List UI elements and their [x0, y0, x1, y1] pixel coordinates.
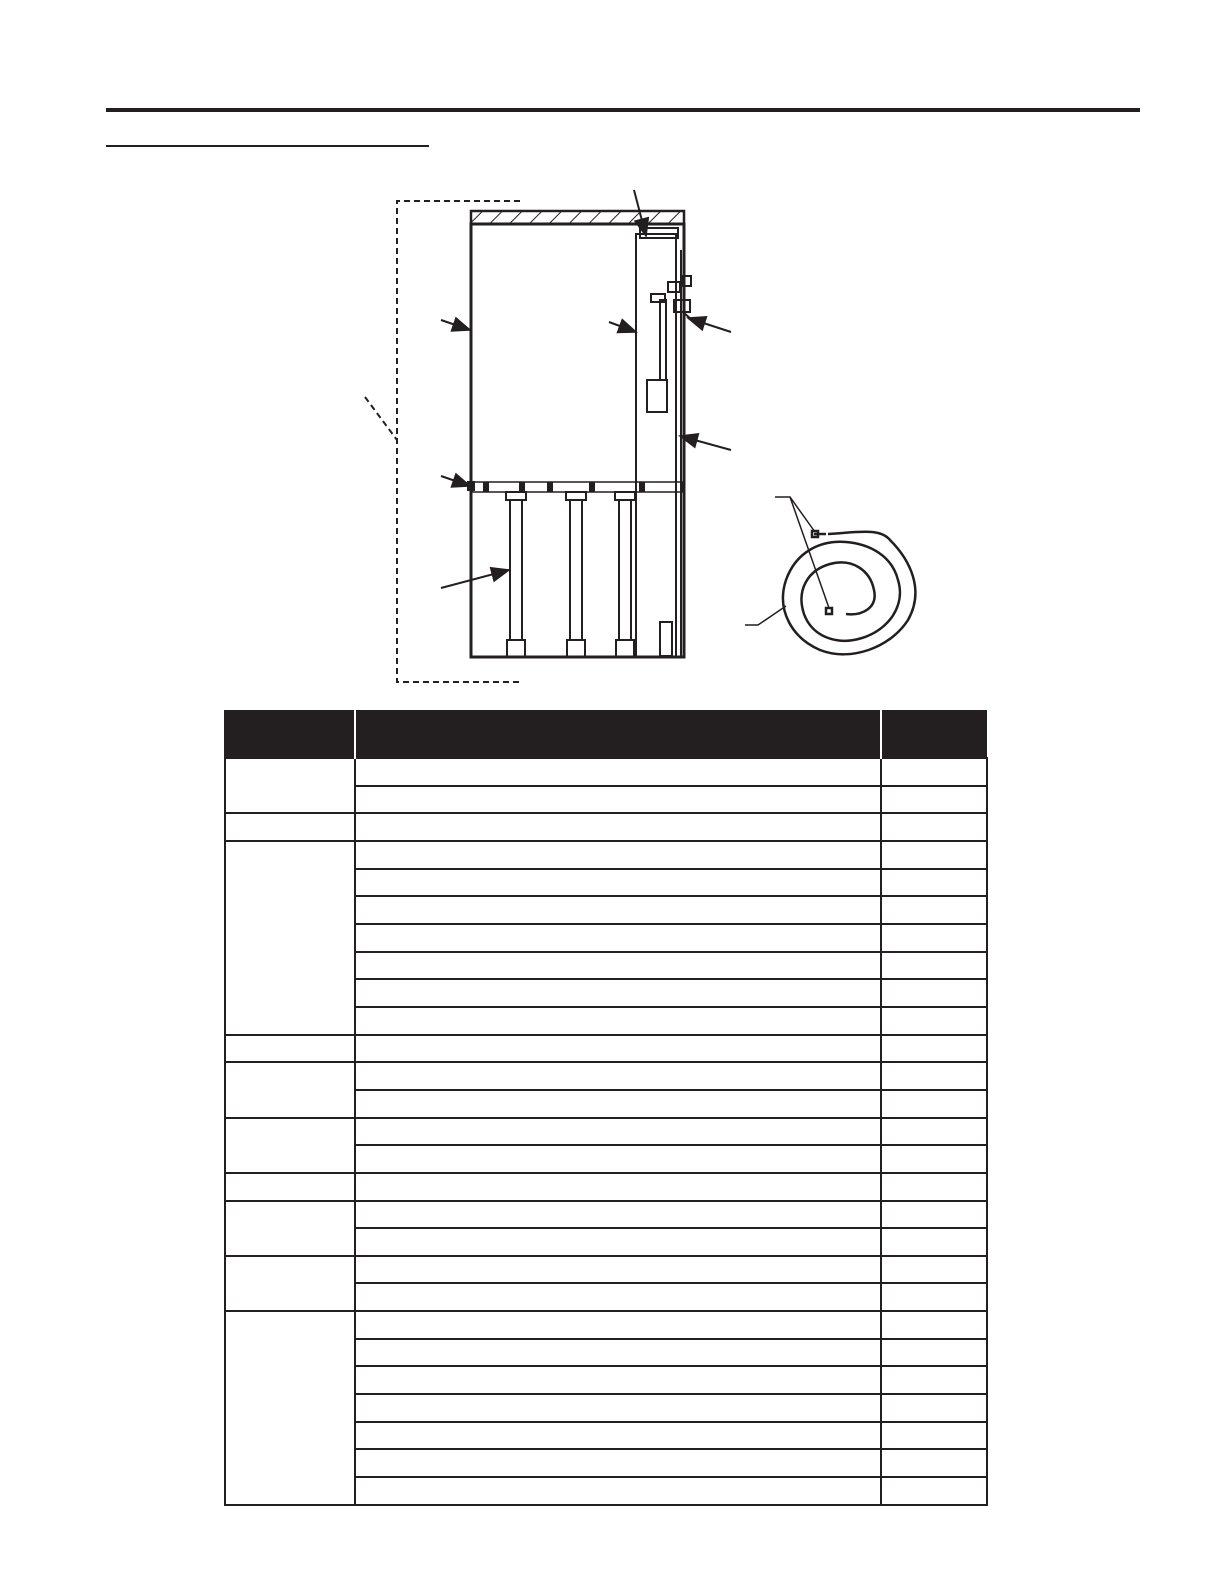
item-number-cell: [225, 758, 355, 813]
valve-body: [660, 300, 666, 380]
cabinet-top-hatched: [471, 211, 684, 224]
description-cell: [355, 1283, 881, 1311]
item-number-cell: [225, 813, 355, 841]
header-qty: [881, 710, 987, 758]
quantity-cell: [881, 1090, 987, 1118]
description-cell: [355, 1062, 881, 1090]
bottom-fitting: [660, 622, 672, 656]
quantity-cell: [881, 841, 987, 869]
description-cell: [355, 1173, 881, 1201]
description-cell: [355, 1090, 881, 1118]
table-row: [225, 1201, 987, 1229]
item-number-cell: [225, 1173, 355, 1201]
quantity-cell: [881, 869, 987, 897]
table-row: [225, 1256, 987, 1284]
description-cell: [355, 813, 881, 841]
description-cell: [355, 924, 881, 952]
quantity-cell: [881, 1035, 987, 1063]
quantity-cell: [881, 1145, 987, 1173]
table-row: [225, 813, 987, 841]
table-row: [225, 1062, 987, 1090]
description-cell: [355, 1145, 881, 1173]
description-cell: [355, 841, 881, 869]
quantity-cell: [881, 758, 987, 786]
table-header-row: [225, 710, 987, 758]
quantity-cell: [881, 896, 987, 924]
description-cell: [355, 1311, 881, 1339]
item-number-cell: [225, 1256, 355, 1311]
coiled-tubing: [783, 531, 915, 654]
quantity-cell: [881, 1201, 987, 1229]
description-cell: [355, 869, 881, 897]
cabinet-body: [471, 224, 684, 657]
quantity-cell: [881, 813, 987, 841]
quantity-cell: [881, 1422, 987, 1450]
description-cell: [355, 1394, 881, 1422]
header-description: [355, 710, 881, 758]
description-cell: [355, 1007, 881, 1035]
cabinet-diagram: [0, 0, 1224, 700]
quantity-cell: [881, 979, 987, 1007]
table-row: [225, 841, 987, 869]
dashed-enclosure-outline: [397, 201, 522, 682]
quantity-cell: [881, 924, 987, 952]
description-cell: [355, 758, 881, 786]
table-row: [225, 1173, 987, 1201]
description-cell: [355, 1228, 881, 1256]
solenoid-box: [647, 380, 667, 412]
description-cell: [355, 786, 881, 814]
quantity-cell: [881, 1311, 987, 1339]
parts-list-table: [224, 710, 988, 1506]
description-cell: [355, 1422, 881, 1450]
quantity-cell: [881, 1118, 987, 1146]
item-number-cell: [225, 1035, 355, 1063]
header-item: [225, 710, 355, 758]
quantity-cell: [881, 1394, 987, 1422]
description-cell: [355, 1477, 881, 1505]
right-compartment: [636, 234, 676, 657]
item-number-cell: [225, 1201, 355, 1256]
quantity-cell: [881, 1062, 987, 1090]
table-row: [225, 758, 987, 786]
description-cell: [355, 979, 881, 1007]
quantity-cell: [881, 1339, 987, 1367]
description-cell: [355, 1256, 881, 1284]
quantity-cell: [881, 1256, 987, 1284]
quantity-cell: [881, 1007, 987, 1035]
support-columns: [506, 492, 635, 657]
quantity-cell: [881, 1366, 987, 1394]
item-number-cell: [225, 1311, 355, 1505]
quantity-cell: [881, 786, 987, 814]
description-cell: [355, 1201, 881, 1229]
description-cell: [355, 1366, 881, 1394]
description-cell: [355, 1449, 881, 1477]
table-row: [225, 1118, 987, 1146]
quantity-cell: [881, 952, 987, 980]
item-number-cell: [225, 1118, 355, 1173]
dashed-leader: [365, 397, 397, 440]
item-number-cell: [225, 841, 355, 1035]
quantity-cell: [881, 1449, 987, 1477]
item-number-cell: [225, 1062, 355, 1117]
quantity-cell: [881, 1228, 987, 1256]
description-cell: [355, 1035, 881, 1063]
description-cell: [355, 1339, 881, 1367]
table-row: [225, 1035, 987, 1063]
quantity-cell: [881, 1283, 987, 1311]
table-row: [225, 1311, 987, 1339]
description-cell: [355, 896, 881, 924]
quantity-cell: [881, 1173, 987, 1201]
quantity-cell: [881, 1477, 987, 1505]
shelf: [472, 482, 682, 492]
description-cell: [355, 952, 881, 980]
description-cell: [355, 1118, 881, 1146]
